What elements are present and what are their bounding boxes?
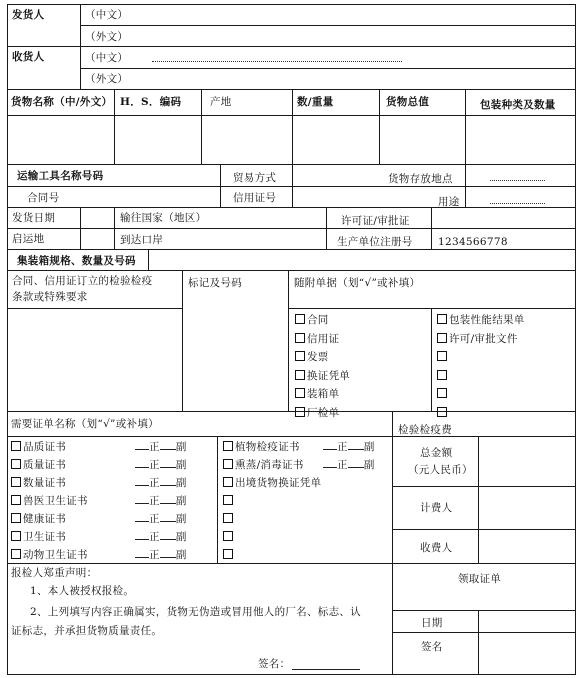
dest-country-label: 输往国家（地区） (120, 212, 207, 224)
attached-doc-item[interactable] (437, 314, 525, 327)
arrival-port-label: 到达口岸 (120, 234, 164, 246)
copies-duplicate: 副 (175, 549, 187, 561)
certificate-item[interactable] (223, 441, 300, 454)
certificate-item[interactable] (11, 477, 66, 490)
attached-doc-item[interactable] (295, 314, 329, 327)
declaration-item-1: 1、本人被授权报检。 (30, 585, 135, 597)
copies-field[interactable] (135, 495, 187, 508)
consignee-cn-label: （中文） (85, 52, 129, 64)
doc-item-label: 许可/审批文件 (449, 332, 518, 345)
copies-original: 正 (149, 495, 160, 507)
total-value-header: 货物总值 (386, 96, 430, 108)
checkbox-icon[interactable] (295, 333, 305, 343)
copies-duplicate: 副 (175, 477, 187, 489)
copies-field[interactable] (135, 513, 187, 526)
certificate-label: 质量证书 (23, 459, 67, 471)
origin-header: 产地 (210, 96, 232, 108)
doc-item-label: 包装性能结果单 (449, 314, 525, 326)
checkbox-icon[interactable] (11, 477, 21, 487)
checkbox-icon[interactable] (437, 388, 447, 398)
certificate-label: 卫生证书 (23, 531, 67, 543)
goods-name-header: 货物名称（中/外文） (11, 96, 113, 108)
copies-field[interactable] (135, 459, 187, 472)
copies-field[interactable] (135, 477, 187, 490)
copies-duplicate: 副 (175, 513, 187, 525)
attached-doc-item[interactable] (295, 333, 339, 346)
checkbox-icon[interactable] (295, 314, 305, 324)
requirements-line2: 条款或特殊要求 (12, 291, 88, 303)
lc-no-label: 信用证号 (233, 192, 277, 204)
marks-label: 标记及号码 (188, 277, 242, 289)
doc-item-label: 换证凭单 (307, 369, 351, 382)
attached-doc-item[interactable] (295, 407, 339, 420)
checkbox-icon[interactable] (295, 370, 305, 380)
copies-duplicate: 副 (363, 441, 375, 453)
checkbox-icon[interactable] (295, 407, 305, 417)
certificate-label: 兽医卫生证书 (23, 495, 88, 507)
checkbox-icon[interactable] (11, 495, 21, 505)
copies-original: 正 (149, 459, 160, 471)
consignee-foreign-label: （外文） (85, 73, 129, 85)
certificate-label: 出境货物换证凭单 (235, 477, 322, 489)
shipper-cn-label: （中文） (85, 9, 129, 21)
ship-date-label: 发货日期 (12, 212, 56, 224)
copies-original: 正 (149, 513, 160, 525)
checkbox-icon[interactable] (223, 441, 233, 451)
shipper-label: 发货人 (12, 9, 45, 21)
copies-original: 正 (337, 441, 348, 453)
fee-calculator-label: 计费人 (420, 502, 453, 514)
attached-doc-item[interactable] (437, 370, 449, 383)
container-label: 集装箱规格、数量及号码 (17, 255, 136, 267)
checkbox-icon[interactable] (11, 441, 21, 451)
checkbox-icon[interactable] (437, 351, 447, 361)
attached-doc-item[interactable] (295, 351, 329, 364)
consignee-cn-field[interactable] (152, 61, 402, 62)
attached-docs-title: 随附单据（划“√”或补填） (294, 277, 421, 289)
checkbox-icon[interactable] (295, 351, 305, 361)
checkbox-icon[interactable] (437, 314, 447, 324)
checkbox-icon[interactable] (295, 388, 305, 398)
certificate-label: 健康证书 (23, 513, 67, 525)
attached-doc-item[interactable] (295, 388, 339, 401)
doc-item-label: 装箱单 (307, 388, 340, 401)
copies-duplicate: 副 (363, 459, 375, 471)
fee-calculator-field[interactable] (479, 487, 574, 528)
packing-header: 包装种类及数量 (480, 99, 556, 111)
certificate-item[interactable] (11, 513, 66, 526)
attached-doc-item[interactable] (437, 333, 518, 346)
copies-field[interactable] (323, 441, 375, 454)
doc-item-label: 厂检单 (307, 407, 340, 419)
sign-label: 签名： (258, 658, 291, 670)
contract-no-label: 合同号 (27, 192, 60, 204)
copies-original: 正 (149, 477, 160, 489)
checkbox-icon[interactable] (223, 459, 233, 469)
hs-code-header: H．S．编码 (120, 96, 182, 108)
copies-original: 正 (337, 459, 348, 471)
total-amount-label: 总金额 (420, 447, 453, 459)
certificate-label: 熏蒸/消毒证书 (235, 459, 304, 471)
copies-field[interactable] (135, 441, 187, 454)
certificate-label: 植物检疫证书 (235, 441, 300, 453)
checkbox-icon[interactable] (11, 531, 21, 541)
certificate-label: 品质证书 (23, 441, 67, 453)
certificate-item[interactable] (223, 477, 321, 490)
certificate-item[interactable] (11, 531, 66, 544)
certificate-item[interactable] (223, 513, 235, 526)
total-amount-field[interactable] (479, 437, 574, 485)
copies-original: 正 (149, 441, 160, 453)
requirements-line1: 合同、信用证订立的检验检疫 (12, 275, 153, 287)
certificate-label: 动物卫生证书 (23, 549, 88, 561)
certificate-item[interactable] (223, 531, 235, 544)
certificate-item[interactable] (11, 495, 88, 508)
certificate-item[interactable] (223, 495, 235, 508)
fee-collector-field[interactable] (479, 530, 574, 562)
usage-field[interactable] (490, 203, 545, 204)
receive-sign-field[interactable] (479, 633, 574, 673)
checkbox-icon[interactable] (11, 549, 21, 559)
checkbox-icon[interactable] (223, 513, 233, 523)
attached-doc-item[interactable] (437, 407, 449, 420)
certificate-label: 数量证书 (23, 477, 67, 489)
certificates-title: 需要证单名称（划“√”或补填） (11, 418, 159, 430)
copies-field[interactable] (135, 549, 187, 562)
consignee-foreign-field[interactable] (140, 69, 574, 88)
departure-label: 启运地 (12, 233, 45, 245)
checkbox-icon[interactable] (437, 333, 447, 343)
copies-original: 正 (149, 549, 160, 561)
checkbox-icon[interactable] (437, 407, 447, 417)
copies-original: 正 (149, 531, 160, 543)
consignee-label: 收货人 (12, 51, 45, 63)
trade-mode-label: 贸易方式 (233, 172, 277, 184)
shipper-foreign-field[interactable] (140, 26, 574, 45)
checkbox-icon[interactable] (223, 549, 233, 559)
copies-duplicate: 副 (175, 531, 187, 543)
receiver-sign-label: 签名 (421, 641, 443, 653)
doc-item-label: 发票 (307, 351, 329, 364)
copies-duplicate: 副 (175, 441, 187, 453)
certificate-item[interactable] (11, 549, 88, 562)
shipper-foreign-label: （外文） (85, 31, 129, 43)
checkbox-icon[interactable] (223, 495, 233, 505)
checkbox-icon[interactable] (437, 370, 447, 380)
fee-title: 检验检疫费 (398, 424, 452, 436)
attached-doc-item[interactable] (437, 351, 449, 364)
transport-name-label: 运输工具名称号码 (17, 170, 104, 182)
certificate-item[interactable] (11, 459, 66, 472)
checkbox-icon[interactable] (223, 531, 233, 541)
receive-date-field[interactable] (479, 611, 574, 631)
copies-field[interactable] (135, 531, 187, 544)
copies-duplicate: 副 (175, 495, 187, 507)
fee-collector-label: 收费人 (420, 542, 453, 554)
producer-reg-value[interactable]: 1234566778 (438, 236, 508, 248)
attached-doc-item[interactable] (295, 370, 350, 383)
declaration-item-2b: 证标志，并承担货物质量责任。 (11, 625, 163, 637)
goods-row-cell[interactable] (8, 116, 574, 163)
doc-item-label: 合同 (307, 314, 329, 326)
checkbox-icon[interactable] (11, 513, 21, 523)
producer-reg-label: 生产单位注册号 (337, 236, 413, 248)
checkbox-icon[interactable] (223, 477, 233, 487)
usage-label: 用途 (438, 196, 460, 208)
receive-cert-label: 领取证单 (458, 573, 502, 585)
shipper-cn-field[interactable] (140, 5, 574, 24)
doc-item-label: 信用证 (307, 332, 340, 345)
declaration-title: 报检人郑重声明： (11, 567, 98, 579)
certificate-item[interactable] (223, 549, 235, 562)
quantity-header: 数/重量 (297, 96, 334, 108)
rmb-label: （元人民币） (408, 464, 473, 476)
date-label: 日期 (421, 617, 443, 629)
attached-doc-item[interactable] (437, 388, 449, 401)
certificate-item[interactable] (223, 459, 304, 472)
declaration-item-2a: 2、上列填写内容正确属实，货物无伪造或冒用他人的厂名、标志、认 (30, 606, 361, 618)
copies-field[interactable] (323, 459, 375, 472)
signature-field[interactable] (292, 669, 360, 670)
copies-duplicate: 副 (175, 459, 187, 471)
storage-place-field[interactable] (490, 180, 545, 181)
checkbox-icon[interactable] (11, 459, 21, 469)
license-no-label: 许可证/审批证 (341, 215, 410, 227)
storage-place-label: 货物存放地点 (388, 173, 453, 185)
certificate-item[interactable] (11, 441, 66, 454)
